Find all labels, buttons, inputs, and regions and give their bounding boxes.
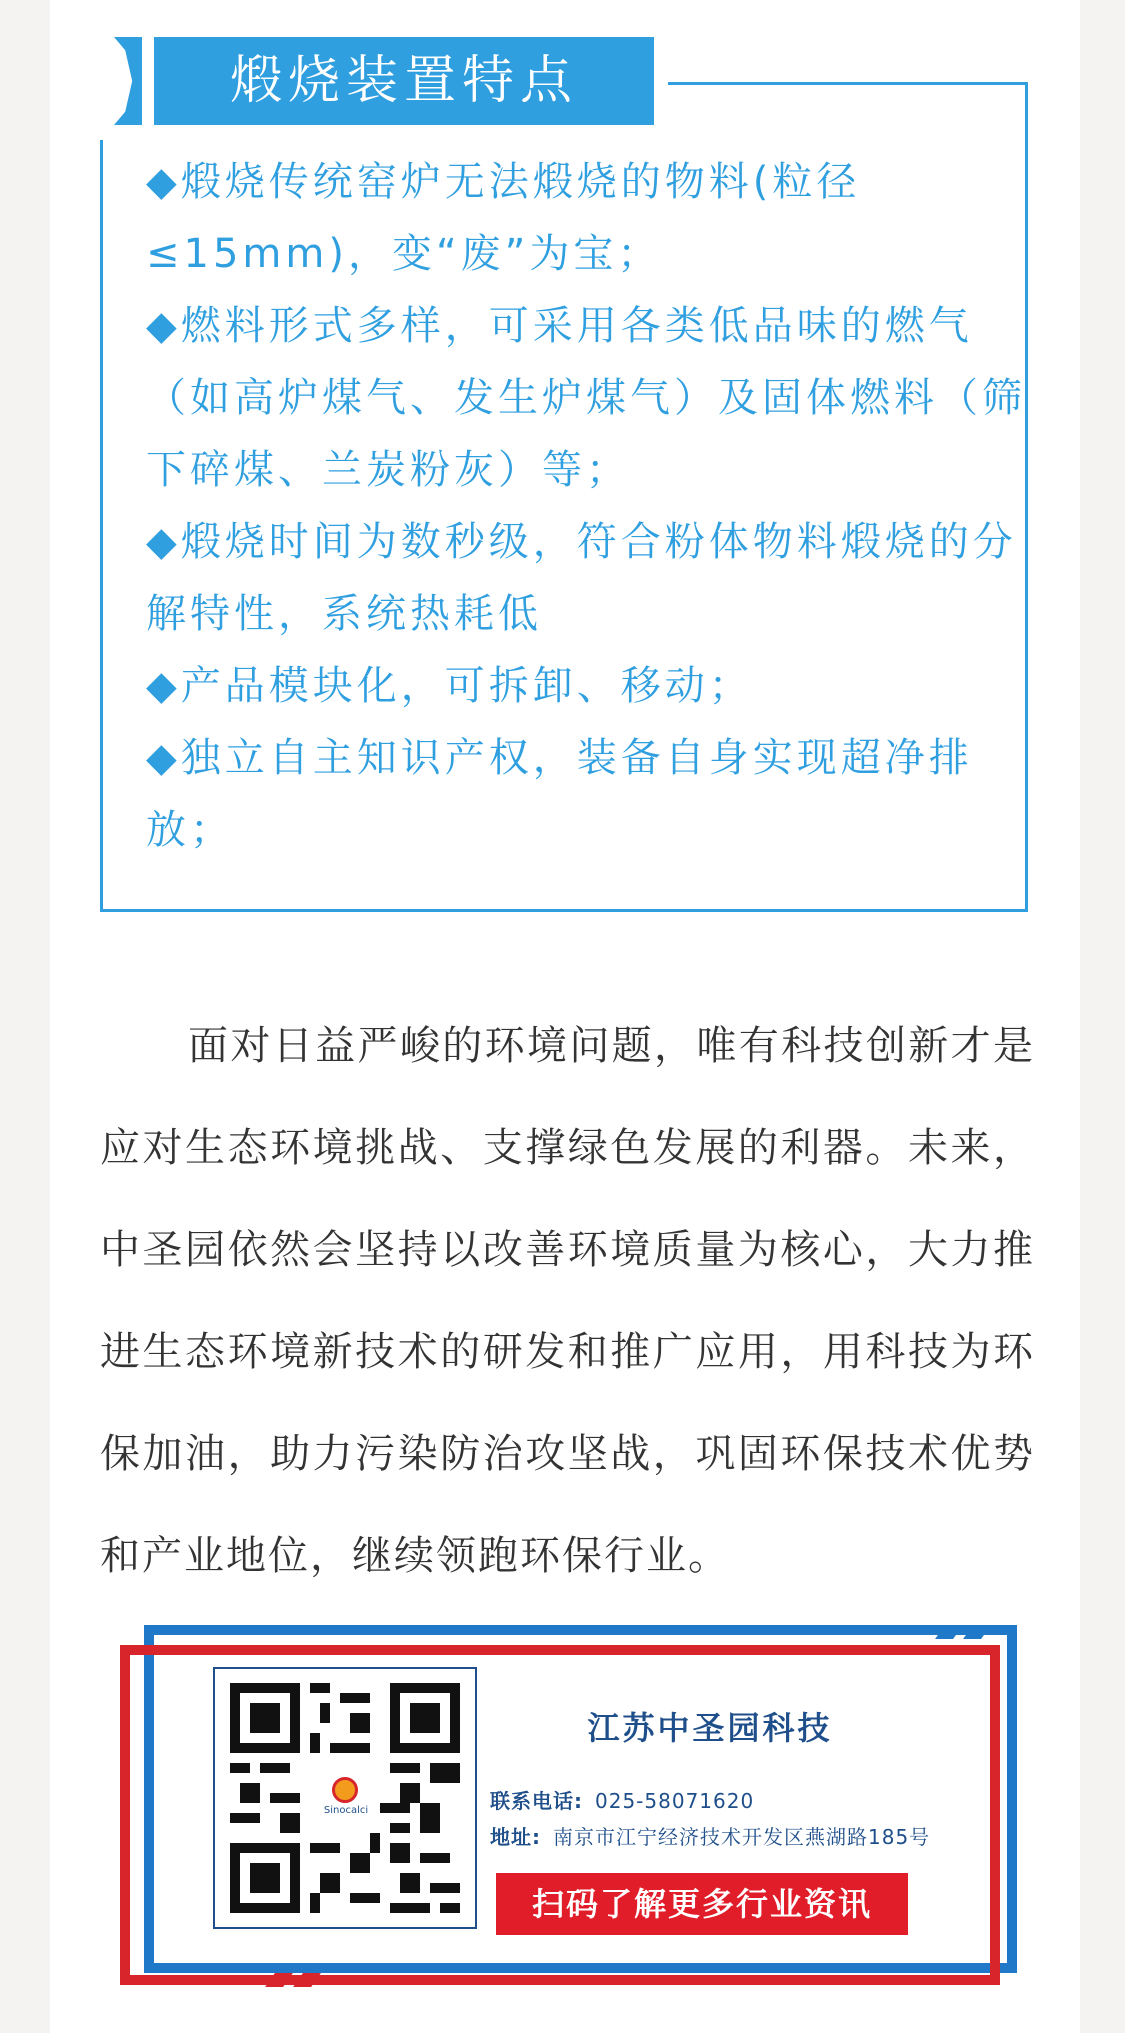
logo-icon [332, 1777, 358, 1803]
feature-item: ◆煅烧时间为数秒级，符合粉体物料煅烧的分解特性，系统热耗低 [146, 519, 1017, 637]
contact-address [490, 1821, 930, 1850]
feature-item: ◆燃料形式多样，可采用各类低品味的燃气（如高炉煤气、发生炉煤气）及固体燃料（筛下碎煤、兰炭粉灰）等； [146, 303, 1026, 493]
feature-item: ◆产品模块化，可拆卸、移动； [146, 663, 753, 709]
contact-phone [490, 1785, 754, 1814]
phone-value[interactable]: 025-58071620 [595, 1789, 755, 1813]
phone-label: 联系电话: [490, 1789, 583, 1813]
contact-card [100, 1605, 1035, 1997]
feature-title: 煅烧装置特点 [229, 51, 578, 111]
feature-item: ◆煅烧传统窑炉无法煅烧的物料(粒径≤15mm)，变“废”为宝； [146, 159, 861, 277]
scan-cta-button[interactable]: 扫码了解更多行业资讯 [496, 1873, 908, 1935]
address-value: 南京市江宁经济技术开发区燕湖路185号 [553, 1825, 931, 1849]
article-page [50, 0, 1080, 2033]
feature-list [146, 146, 1034, 866]
logo-text: Sinocalci [323, 1805, 369, 1816]
company-name: 江苏中圣园科技 [587, 1709, 833, 1747]
body-paragraph: 面对日益严峻的环境问题，唯有科技创新才是应对生态环境挑战、支撑绿色发展的利器。未来，中圣园依然会坚持以改善环境质量为核心，大力推进生态环境新技术的研发和推广应用，用科技为环保加油，助力污染防治攻坚战，巩固环保技术优势和产业地位，继续领跑环保行业。 [100, 1023, 1035, 1579]
address-label: 地址: [490, 1825, 541, 1849]
feature-item: ◆独立自主知识产权，装备自身实现超净排放； [146, 735, 973, 853]
